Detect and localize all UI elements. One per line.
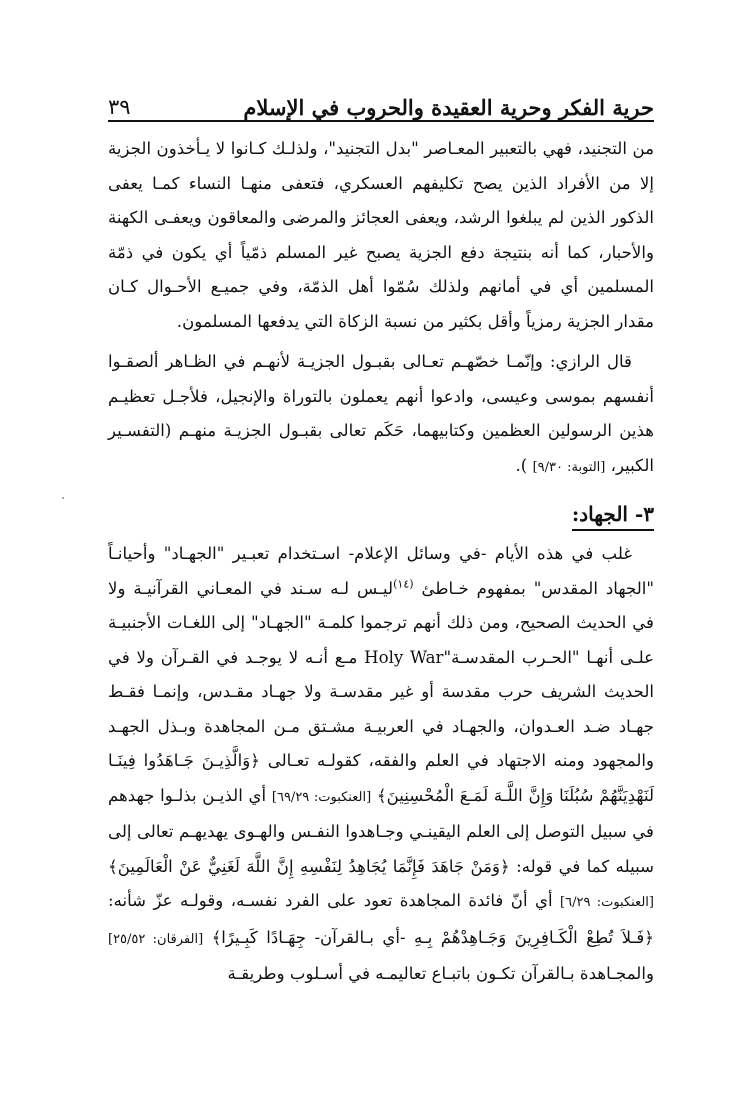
verse-reference: [التوبة: ٩/٣٠] — [532, 459, 606, 475]
jihad-text-c: أي الذيـن بذلـوا جهدهم في سبيل التوصل إلى العلم اليقينـي وجـاهدوا النفـس والهـوى يهديهـم تعالى إلى سبيله كما في قوله: — [108, 785, 654, 876]
book-page — [108, 80, 654, 992]
jihad-text-b: ليـس لـه سـند في المعـاني القرآنيـة ولا في الحديث الصحيح، ومن ذلك أنهم ترجموا كلمـة "الجهـاد" إلى اللغـات الأجنبيـة علـى أنهـا "الحـرب المقدسـة"Holy War مـع أنـه لا يوجـد في القـرآن ولا في الحديث الشريف حرب مقدسة أو غير مقدسـة ولا جهـاد مقـدس، وإنمـا فقـط جهـاد ضـد العـدوان، والجهـاد في العربيـة مشـتق مـن المجاهدة وبـذل الجهـد والمجهود ومنه الاجتهاد في العلم والفقه، كقولـه تعـالى — [108, 578, 654, 770]
razi-text: قال الرازي: وإنّمـا خصّهـم تعـالى بقبـول الجزيـة لأنهـم في الظـاهر ألصقـوا أنفسهم بموسى وعيسى، وادعوا أنهم يعملون بالتوراة والإنجيل، فلأجـل تعظيـم هذين الرسولين العظمين وكتابيهما، حَكَم تعالى بقبـول الجزيـة منهـم (التفسـير الكبير، — [108, 352, 654, 475]
jihad-text-d: أي أنّ فائدة المجاهدة تعود على الفرد نفسـه، وقولـه عزّ شأنه: — [108, 891, 553, 910]
footnote-marker: (١٤) — [393, 576, 414, 590]
verse-reference: [الفرقان: ٢٥/٥٢] — [108, 931, 204, 947]
razi-closing: ). — [515, 455, 528, 475]
quran-verse: ﴿وَالَّذِيـنَ جَـاهَدُوا فِينَـا لَنَهْدِيَنَّهُمْ سُبُلَنَا وَإِنَّ اللَّـهَ لَمَـعَ الْمُحْسِنِينَ﴾ — [108, 751, 655, 805]
scan-speck — [62, 497, 64, 499]
section-heading — [108, 495, 654, 533]
jihad-text-e: والمجـاهدة بـالقرآن تكـون باتبـاع تعاليمـه في أسـلوب وطريقـة — [227, 964, 654, 983]
paragraph-jihad — [108, 537, 654, 992]
quran-verse: ﴿وَمَنْ جَاهَدَ فَإِنَّمَا يُجَاهِدُ لِنَفْسِهِ إِنَّ اللَّهَ لَغَنِيٌّ عَنْ الْعَالَمِينَ﴾ — [108, 856, 510, 876]
paragraph-jizya: من التجنيد، فهي بالتعبير المعـاصر "بدل التجنيد"، ولذلـك كـانوا لا يـأخذون الجزية إلا من الأفراد الذين يصح تكليفهم العسكري، فتعفى منهـا النساء كمـا يعفى الذكور الذين لم يبلغوا الرشد، ويعفى العجائز والمرضى والمعاقون ويعفـى الكهنة والأحبار، كما أنه بنتيجة دفع الجزية يصبح غير المسلم ذمّياً أي يكون في ذمّة المسلمين أي في أمانهم ولذلك سُمّوا أهل الذمّة، وفي جميـع الأحـوال كـان مقدار الجزية رمزياً وأقل بكثير من نسبة الزكاة التي يدفعها المسلمون. — [108, 139, 654, 331]
section-heading-text: ٣- الجهاد: — [572, 499, 654, 531]
paragraph-razi — [108, 345, 654, 485]
quran-verse: ﴿فَـلاَ تُطِعْ الْكَـافِرِينَ وَجَـاهِدْهُمْ بِـهِ -أي بـالقرآن- جِهَـادًا كَبِـيرًا﴾ — [211, 927, 654, 947]
running-title: حرية الفكر وحرية العقيدة والحروب في الإسلام — [243, 95, 654, 120]
jihad-text-a: غلب في هذه الأيام -في وسائل الإعلام- اسـتخدام تعبـير "الجهـاد" وأحيانـاً "الجهاد المقدس" بمفهوم خـاطئ — [108, 544, 654, 598]
verse-reference: [العنكبوت: ٦/٢٩] — [560, 895, 654, 910]
page-number: ٣٩ — [108, 95, 131, 119]
verse-reference: [العنكبوت: ٦٩/٢٩] — [271, 789, 372, 805]
page-header — [108, 80, 654, 122]
